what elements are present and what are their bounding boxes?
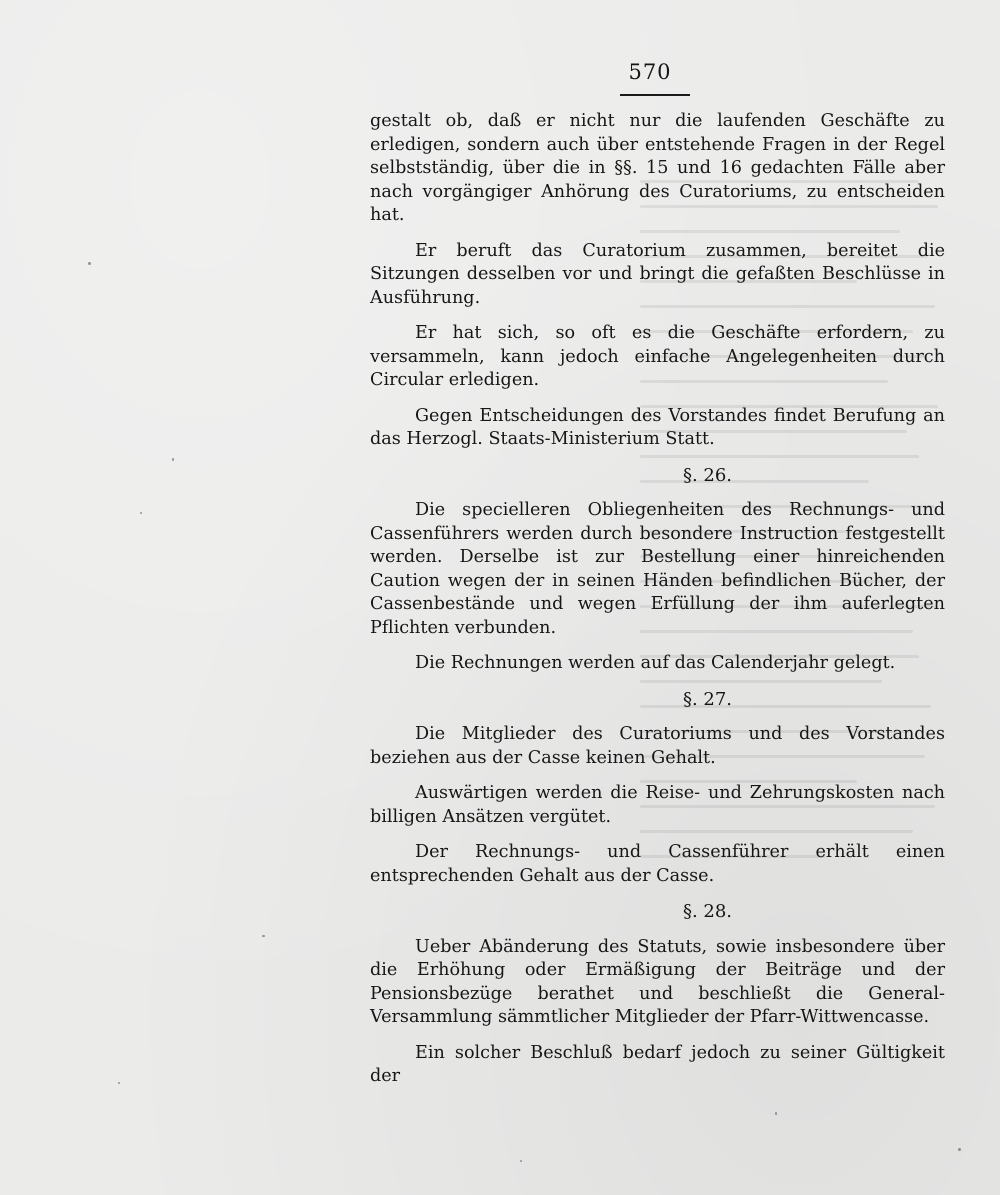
paragraph: Der Rechnungs- und Cassenführer erhält einen entsprechenden Gehalt aus der Casse. (370, 842, 945, 886)
paper-speck (118, 1082, 120, 1084)
page-number-rule (620, 94, 690, 96)
paragraph: Ein solcher Beschluß bedarf jedoch zu seiner Gültigkeit der (370, 1042, 945, 1086)
paper-speck (775, 1112, 777, 1115)
paper-speck (140, 512, 142, 514)
paragraph: Er beruft das Curatorium zusammen, bereitet die Sitzungen desselben vor und bringt die gefaßten Beschlüsse in Ausführung. (370, 240, 945, 308)
paragraph: Die Mitglieder des Curatoriums und des Vorstandes beziehen aus der Casse keinen Gehalt. (370, 724, 945, 768)
paper-speck (172, 458, 174, 461)
paper-speck (520, 1160, 522, 1162)
paragraph: Die Rechnungen werden auf das Calenderjahr gelegt. (415, 653, 896, 673)
paragraph: Die specielleren Obliegenheiten des Rechnungs- und Cassenführers werden durch besondere Instruction festgestellt werden. Derselbe ist zur Bestellung einer hinreichenden Caution wegen der in seinen Händen befindlichen Bücher, der Cassenbestände und wegen Erfüllung der ihm auferlegten Pflichten verbunden. (370, 500, 945, 638)
paragraph: Gegen Entscheidungen des Vorstandes findet Berufung an das Herzogl. Staats-Ministerium Statt. (370, 405, 945, 449)
paragraph: Er hat sich, so oft es die Geschäfte erfordern, zu versammeln, kann jedoch einfache Angelegenheiten durch Circular erledigen. (370, 323, 945, 390)
text-column (370, 110, 945, 1101)
paper-speck (262, 935, 265, 937)
page-number: 570 (628, 60, 672, 84)
paragraph: gestalt ob, daß er nicht nur die laufenden Geschäfte zu erledigen, sondern auch über entstehende Fragen in der Regel selbstständig, über die in §§. 15 und 16 gedachten Fälle aber nach vorgängiger Anhörung des Curatoriums, zu entscheiden hat. (370, 111, 945, 225)
paper-speck (958, 1148, 961, 1151)
section-heading-28: §. 28. (682, 901, 733, 922)
paragraph: Auswärtigen werden die Reise- und Zehrungskosten nach billigen Ansätzen vergütet. (370, 783, 945, 827)
paper-speck (88, 262, 91, 265)
section-heading-27: §. 27. (682, 688, 733, 710)
paragraph: Ueber Abänderung des Statuts, sowie insbesondere über die Erhöhung oder Ermäßigung der Beiträge und der Pensionsbezüge berathet und beschließt die General-Versammlung sämmtlicher Mitglieder der Pfarr-Wittwencasse. (370, 936, 945, 1027)
section-heading-26: §. 26. (682, 464, 733, 486)
